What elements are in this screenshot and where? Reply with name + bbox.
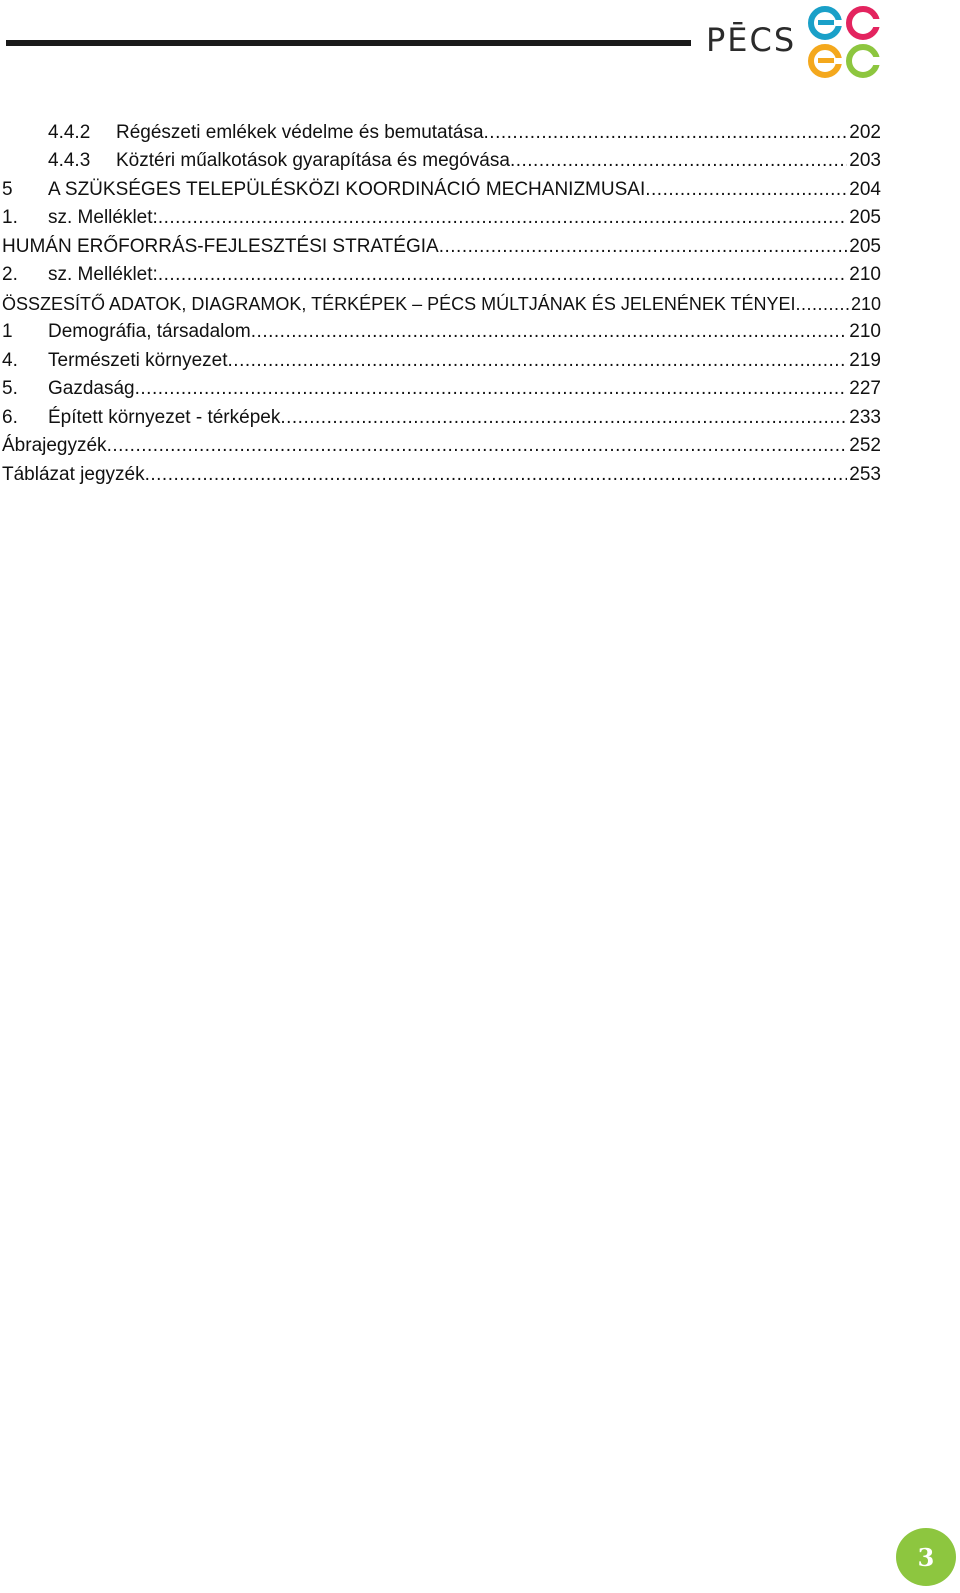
toc-entry-number: 5 — [2, 178, 13, 200]
toc-entry-page: 252 — [849, 435, 881, 456]
toc-entry-page: 253 — [849, 463, 881, 485]
logo-e-orange-icon — [811, 47, 842, 75]
toc-entry-page: 210 — [849, 264, 881, 285]
toc-leader-dots — [251, 320, 848, 344]
toc-leader-dots — [439, 235, 848, 259]
toc-entry-number: 1 — [2, 321, 13, 342]
toc-entry[interactable] — [0, 116, 881, 145]
toc-entry-title: Táblázat jegyzék — [2, 463, 145, 485]
toc-entry-title: sz. Melléklet: — [48, 264, 158, 285]
toc-entry[interactable] — [0, 259, 881, 288]
toc-leader-dots — [158, 206, 847, 230]
toc-entry[interactable] — [0, 430, 881, 459]
toc-entry-number: 5. — [2, 378, 18, 399]
toc-entry[interactable] — [0, 401, 881, 430]
toc-leader-dots — [145, 463, 848, 487]
toc-entry[interactable] — [0, 458, 881, 487]
toc-entry-page: 219 — [849, 349, 881, 371]
toc-entry-title: Régészeti emlékek védelme és bemutatása — [116, 121, 484, 143]
toc-entry-number: 1. — [2, 207, 18, 228]
toc-entry[interactable] — [0, 202, 881, 231]
toc-entry-title: Épített környezet - térképek — [48, 406, 281, 428]
toc-entry-title: Köztéri műalkotások gyarapítása és megóvása — [116, 150, 510, 171]
toc-entry[interactable] — [0, 316, 881, 345]
toc-entry-title: HUMÁN ERŐFORRÁS-FEJLESZTÉSI STRATÉGIA — [2, 235, 439, 257]
toc-entry[interactable] — [0, 373, 881, 402]
logo-c-pink-icon — [849, 9, 882, 37]
toc-leader-dots — [484, 121, 848, 145]
toc-entry-number: 4.4.3 — [48, 150, 91, 171]
logo-c-green-icon — [849, 47, 882, 75]
toc-entry-page: 204 — [849, 178, 881, 200]
table-of-contents — [0, 116, 881, 487]
toc-leader-dots — [107, 434, 848, 458]
pecs-eco-logo-icon — [808, 6, 882, 80]
toc-leader-dots — [796, 292, 849, 316]
toc-entry-number: 6. — [2, 406, 18, 428]
toc-entry-number: 4. — [2, 349, 18, 371]
toc-entry-page: 203 — [849, 150, 881, 171]
toc-leader-dots — [158, 263, 847, 287]
toc-entry[interactable] — [0, 344, 881, 373]
toc-entry[interactable] — [0, 145, 881, 174]
toc-entry-page: 202 — [849, 121, 881, 143]
toc-leader-dots — [510, 149, 847, 173]
page-number-badge: 3 — [896, 1528, 956, 1586]
toc-entry[interactable] — [0, 287, 881, 316]
logo-e-blue-icon — [811, 9, 842, 37]
toc-entry-page: 227 — [849, 378, 881, 399]
toc-entry-title: Demográfia, társadalom — [48, 321, 251, 342]
logo-text: PĒCS — [706, 21, 797, 59]
toc-entry-number: 2. — [2, 264, 18, 285]
toc-entry-title: Gazdaság — [48, 378, 135, 399]
toc-entry[interactable] — [0, 173, 881, 202]
toc-entry-title: Ábrajegyzék — [2, 435, 107, 456]
toc-leader-dots — [645, 178, 847, 202]
toc-entry-title: ÖSSZESÍTŐ ADATOK, DIAGRAMOK, TÉRKÉPEK – PÉCS MÚLTJÁNAK ÉS JELENÉNEK TÉNYEI — [2, 293, 796, 314]
toc-leader-dots — [280, 406, 847, 430]
toc-entry-page: 205 — [849, 207, 881, 228]
toc-entry-title: sz. Melléklet: — [48, 207, 158, 228]
toc-entry-title: Természeti környezet — [48, 349, 228, 371]
toc-entry-page: 233 — [849, 406, 881, 428]
toc-leader-dots — [228, 349, 848, 373]
toc-leader-dots — [135, 377, 848, 401]
toc-entry-page: 205 — [849, 235, 881, 257]
toc-entry-page: 210 — [850, 293, 881, 314]
toc-entry-page: 210 — [849, 321, 881, 342]
toc-entry-number: 4.4.2 — [48, 121, 91, 143]
toc-entry[interactable] — [0, 230, 881, 259]
toc-entry-title: A SZÜKSÉGES TELEPÜLÉSKÖZI KOORDINÁCIÓ MECHANIZMUSAI — [48, 178, 646, 200]
header-rule — [6, 40, 691, 46]
